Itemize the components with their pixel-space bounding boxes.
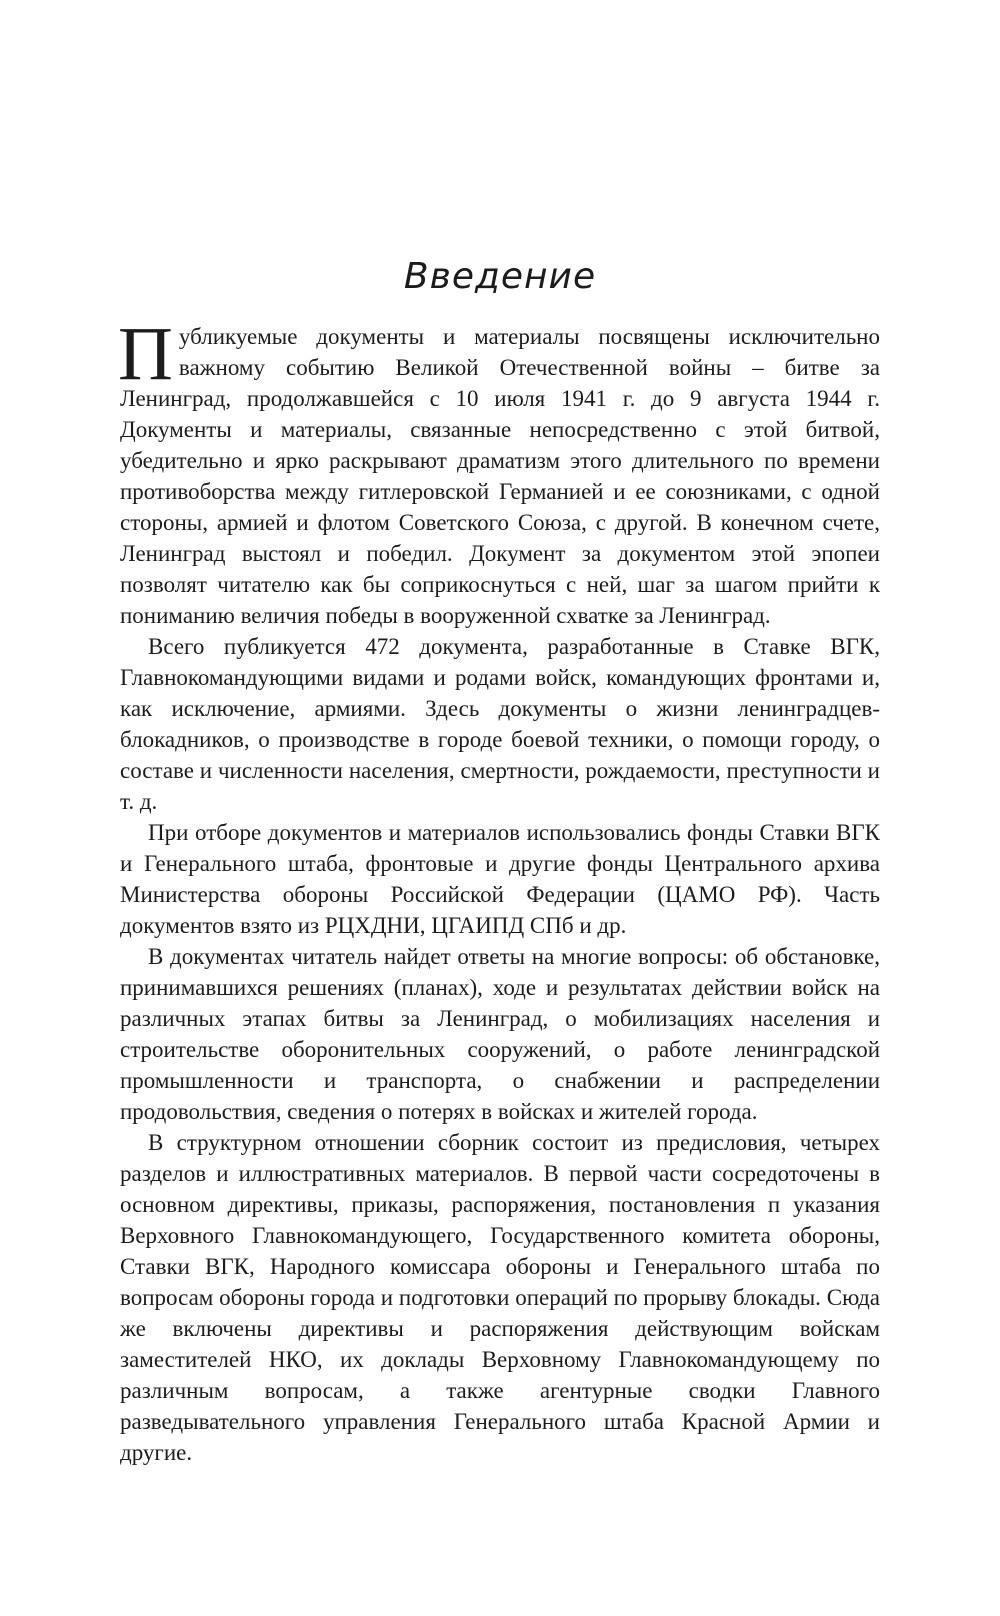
paragraph-4: В документах читатель найдет ответы на многие вопросы: об обстановке, принимавшихся решениях (планах), ходе и результатах действии войск на различных этапах битвы за Ленинград, о мобилизациях населения и строительстве оборонительных сооружений, о работе ленинградской промышленности и транспорта, о снабжении и распределении продовольствия, сведения о потерях в войсках и жителей города. [120,944,880,1124]
paragraph-1 [118,312,880,631]
paragraph-1-text: убликуемые документы и материалы посвящены исключительно важному событию Великой Отечественной войны – битве за Ленинград, продолжавшейся с 10 июля 1941 г. до 9 августа 1944 г. Документы и материалы, связанные непосредственно с этой битвой, убедительно и ярко раскрывают драматизм этого длительного по времени противоборства между гитлеровской Германией и ее союзниками, с одной стороны, армией и флотом Советского Союза, с другой. В конечном счете, Ленинград выстоял и победил. Документ за документом этой эпопеи позволят читателю как бы соприкоснуться с ней, шаг за шагом прийти к пониманию величия победы в вооруженной схватке за Ленинград. [120,324,880,628]
page-title: Введение [403,256,597,297]
paragraph-2: Всего публикуется 472 документа, разработанные в Ставке ВГК, Главнокомандующими видами и родами войск, командующих фронтами и, как исключение, армиями. Здесь документы о жизни ленинградцев-блокадников, о производстве в городе боевой техники, о помощи городу, о составе и численности населения, смертности, рождаемости, преступности и т. д. [120,634,880,814]
page [120,255,880,1468]
drop-cap: П [118,312,173,396]
paragraph-3: При отборе документов и материалов использовались фонды Ставки ВГК и Генерального штаба, фронтовые и другие фонды Центрального архива Министерства обороны Российской Федерации (ЦАМО РФ). Часть документов взято из РЦХДНИ, ЦГАИПД СПб и др. [120,820,880,938]
paragraph-5: В структурном отношении сборник состоит из предисловия, четырех разделов и иллюстративных материалов. В первой части сосредоточены в основном директивы, приказы, распоряжения, постановления п указания Верховного Главнокомандующего, Государственного комитета обороны, Ставки ВГК, Народного комиссара обороны и Генерального штаба по вопросам обороны города и подготовки операций по прорыву блокады. Сюда же включены директивы и распоряжения действующим войскам заместителей НКО, их доклады Верховному Главнокомандующему по различным вопросам, а также агентурные сводки Главного разведывательного управления Генерального штаба Красной Армии и другие. [120,1130,880,1465]
